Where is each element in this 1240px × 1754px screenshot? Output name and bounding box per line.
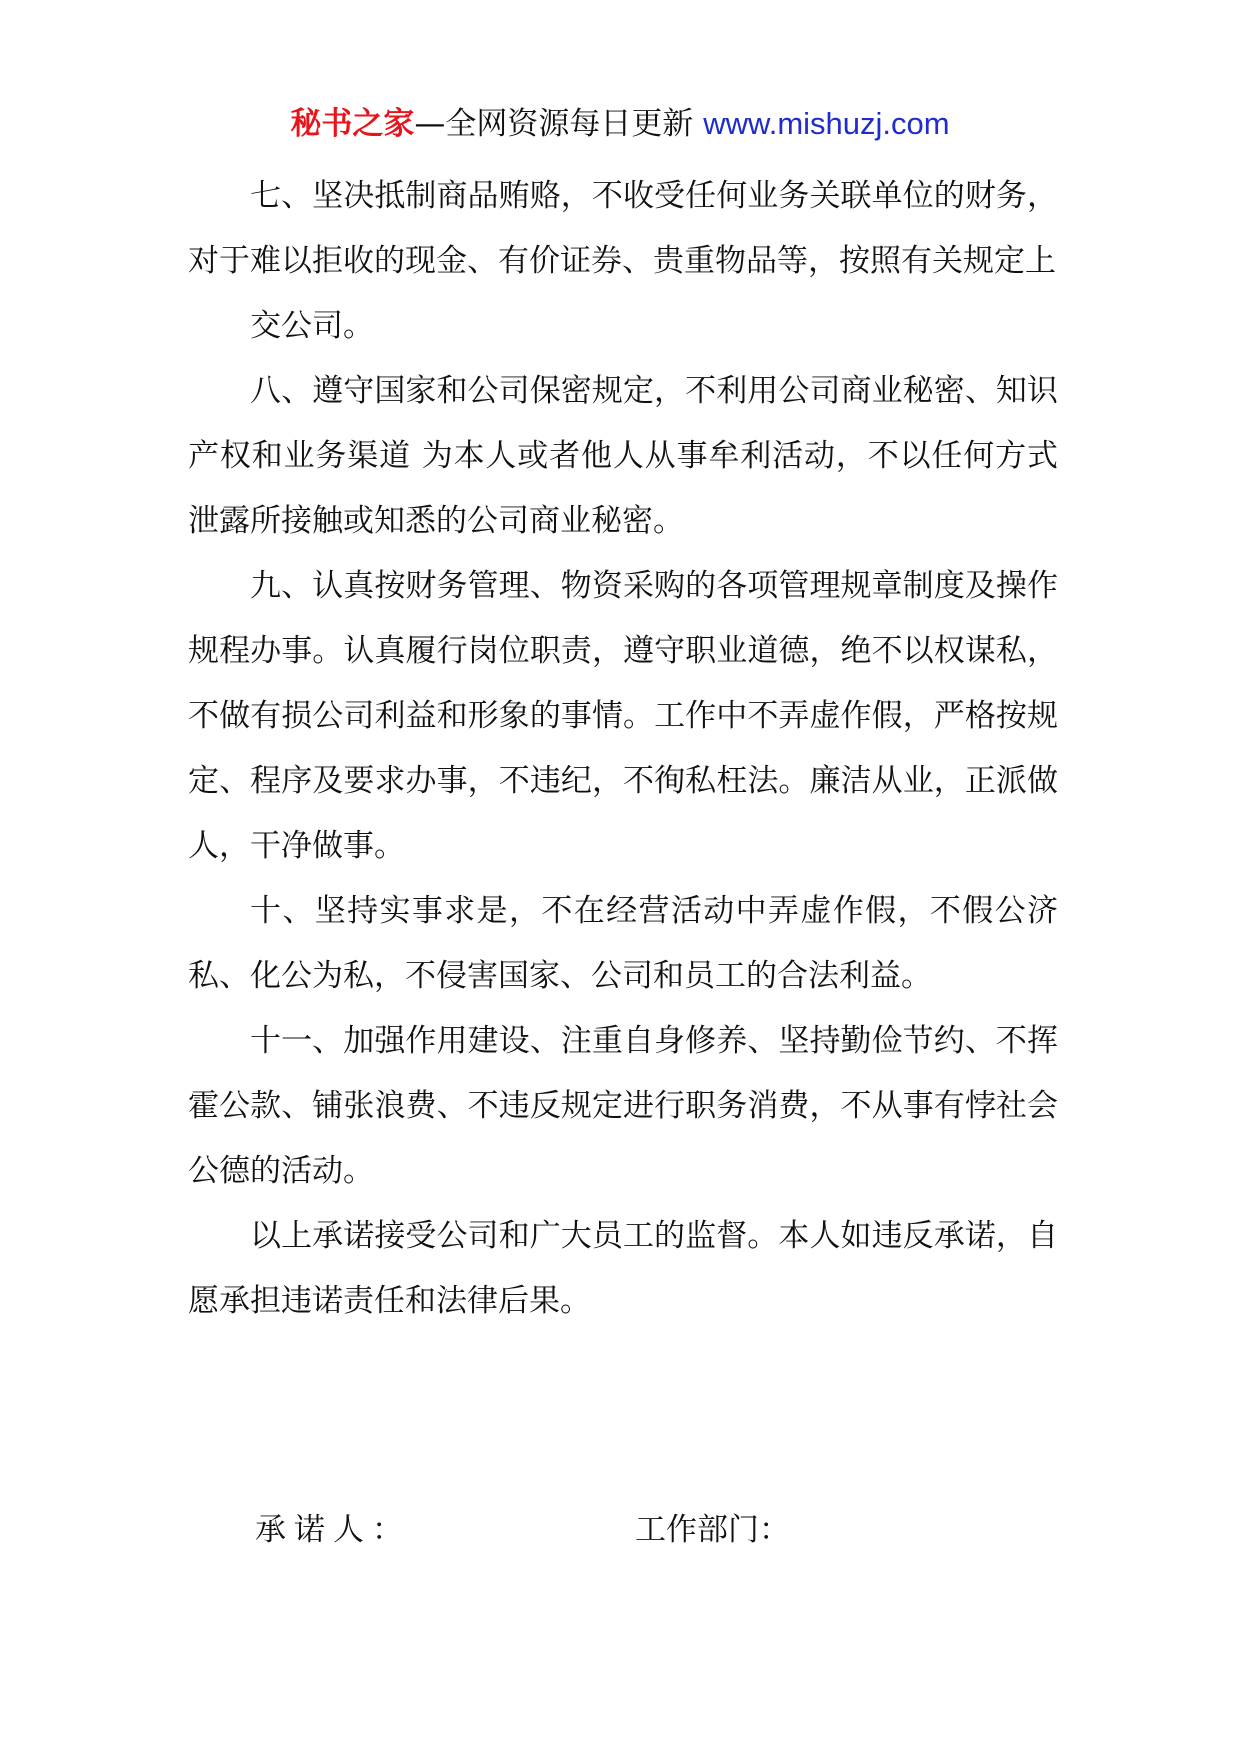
paragraph-eight: 八、遵守国家和公司保密规定，不利用公司商业秘密、知识产权和业务渠道 为本人或者他人从事牟利活动，不以任何方式泄露所接触或知悉的公司商业秘密。 xyxy=(188,373,1058,539)
paragraph-nine: 九、认真按财务管理、物资采购的各项管理规章制度及操作规程办事。认真履行岗位职责，遵守职业道德，绝不以权谋私，不做有损公司利益和形象的事情。工作中不弄虚作假，严格按规定、程序及要求办事，不违纪，不徇私枉法。廉洁从业，正派做人，干净做事。 xyxy=(188,568,1058,864)
document-body xyxy=(188,164,1058,1334)
header-tagline: —全网资源每日更新 xyxy=(414,106,694,142)
department-label: 工作部门： xyxy=(635,1512,790,1548)
signature-row xyxy=(255,1500,1055,1560)
paragraph-ten: 十、坚持实事求是，不在经营活动中弄虚作假，不假公济私、化公为私，不侵害国家、公司和员工的合法利益。 xyxy=(188,893,1058,994)
closing-paragraph: 以上承诺接受公司和广大员工的监督。本人如违反承诺，自愿承担违诺责任和法律后果。 xyxy=(188,1218,1058,1319)
website-url: www.mishuzj.com xyxy=(703,106,950,141)
signer-label: 承诺人： xyxy=(255,1512,411,1548)
paragraph-seven-continued: 交公司。 xyxy=(250,308,374,344)
paragraph-eleven: 十一、加强作用建设、注重自身修养、坚持勤俭节约、不挥霍公款、铺张浪费、不违反规定进行职务消费，不从事有悖社会公德的活动。 xyxy=(188,1023,1058,1189)
brand-name: 秘书之家 xyxy=(290,106,415,142)
paragraph-seven: 七、坚决抵制商品贿赂，不收受任何业务关联单位的财务，对于难以拒收的现金、有价证券、贵重物品等，按照有关规定上 xyxy=(188,178,1058,279)
document-header xyxy=(0,100,1240,148)
